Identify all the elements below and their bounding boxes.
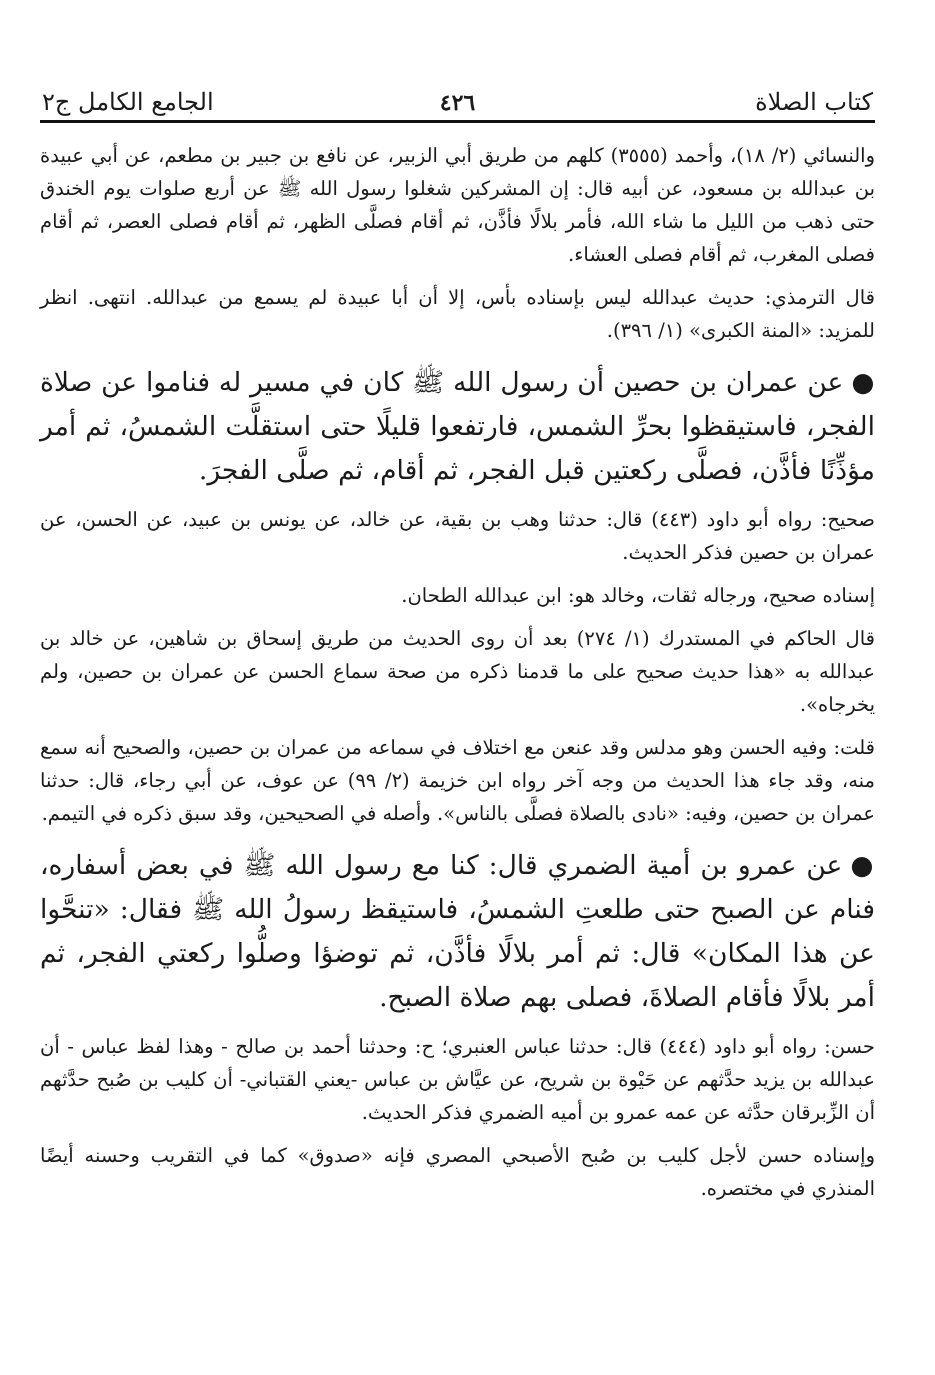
commentary-paragraph [40, 622, 875, 721]
hadith-paragraph [40, 844, 875, 1020]
hadith-paragraph [40, 361, 875, 493]
hadith-text: عن عمرو بن أمية الضمري قال: كنا مع رسول الله ﷺ في بعض أسفاره، فنام عن الصبح حتى طلعتِ الشمسُ، فاستيقظ رسولُ الله ﷺ فقال: «تنحَّوا عن هذا المكان» قال: ثم أمر بلالًا فأذَّن، ثم توضؤا وصلُّوا ركعتي الفجر، ثم أمر بلالًا فأقام الصلاةَ، فصلى بهم صلاة الصبح. [40, 850, 875, 1013]
page-number: ٤٢٦ [439, 90, 476, 116]
commentary-text: قال الترمذي: حديث عبدالله ليس بإسناده بأس، إلا أن أبا عبيدة لم يسمع من عبدالله. انتهى. انظر للمزيد: «المنة الكبرى» (١/ ٣٩٦). [40, 286, 875, 342]
bullet-icon: ● [850, 850, 876, 881]
commentary-paragraph [40, 281, 875, 347]
running-header [40, 70, 875, 123]
header-book-title: الجامع الكامل ج٢ [42, 88, 214, 116]
commentary-text: والنسائي (٢/ ١٨)، وأحمد (٣٥٥٥) كلهم من طريق أبي الزبير، عن نافع بن جبير بن مطعم، عن أبي عبيدة بن عبدالله بن مسعود، عن أبيه قال: إن المشركين شغلوا رسول الله ﷺ عن أربع صلوات يوم الخندق حتى ذهب من الليل ما شاء الله، فأمر بلالًا فأذَّن، ثم أقام فصلَّى الظهر، ثم أقام فصلى العصر، ثم أقام فصلى المغرب، ثم أقام فصلى العشاء. [40, 144, 875, 266]
bullet-icon: ● [851, 367, 875, 398]
page-body [40, 139, 875, 1205]
header-chapter-title: كتاب الصلاة [755, 88, 873, 116]
commentary-paragraph [40, 731, 875, 830]
commentary-text: صحيح: رواه أبو داود (٤٤٣) قال: حدثنا وهب بن بقية، عن خالد، عن يونس بن عبيد، عن الحسن، عن عمران بن حصين فذكر الحديث. [40, 508, 875, 564]
commentary-text: إسناده صحيح، ورجاله ثقات، وخالد هو: ابن عبدالله الطحان. [401, 584, 875, 607]
commentary-text: قال الحاكم في المستدرك (١/ ٢٧٤) بعد أن روى الحديث من طريق إسحاق بن شاهين، عن خالد بن عبدالله به «هذا حديث صحيح على ما قدمنا ذكره من صحة سماع الحسن عن عمران بن حصين، ولم يخرجاه». [40, 627, 875, 716]
commentary-paragraph [40, 1030, 875, 1129]
hadith-text: عن عمران بن حصين أن رسول الله ﷺ كان في مسير له فناموا عن صلاة الفجر، فاستيقظوا بحرِّ الشمس، فارتفعوا قليلًا حتى استقلَّت الشمسُ، ثم أمر مؤذِّنًا فأذَّن، فصلَّى ركعتين قبل الفجر، ثم أقام، ثم صلَّى الفجرَ. [40, 367, 875, 486]
commentary-paragraph [40, 579, 875, 612]
commentary-text: وإسناده حسن لأجل كليب بن صُبح الأصبحي المصري فإنه «صدوق» كما في التقريب وحسنه أيضًا المنذري في مختصره. [40, 1144, 875, 1200]
commentary-paragraph [40, 503, 875, 569]
commentary-paragraph [40, 1139, 875, 1205]
commentary-text: قلت: وفيه الحسن وهو مدلس وقد عنعن مع اختلاف في سماعه من عمران بن حصين، والصحيح أنه سمع منه، وقد جاء هذا الحديث من وجه آخر رواه ابن خزيمة (٢/ ٩٩) عن عوف، عن أبي رجاء، قال: حدثنا عمران بن حصين، وفيه: «نادى بالصلاة فصلَّى بالناس». وأصله في الصحيحين، وقد سبق ذكره في التيمم. [40, 736, 875, 825]
commentary-paragraph [40, 139, 875, 271]
commentary-text: حسن: رواه أبو داود (٤٤٤) قال: حدثنا عباس العنبري؛ ح: وحدثنا أحمد بن صالح - وهذا لفظ عباس - أن عبدالله بن يزيد حدَّثهم عن حَيْوة بن شريح، عن عيَّاش بن عباس -يعني القتباني- أن كليب بن صُبح حدَّثهم أن الزِّبرقان حدَّثه عن عمه عمرو بن أميه الضمري فذكر الحديث. [40, 1035, 875, 1124]
